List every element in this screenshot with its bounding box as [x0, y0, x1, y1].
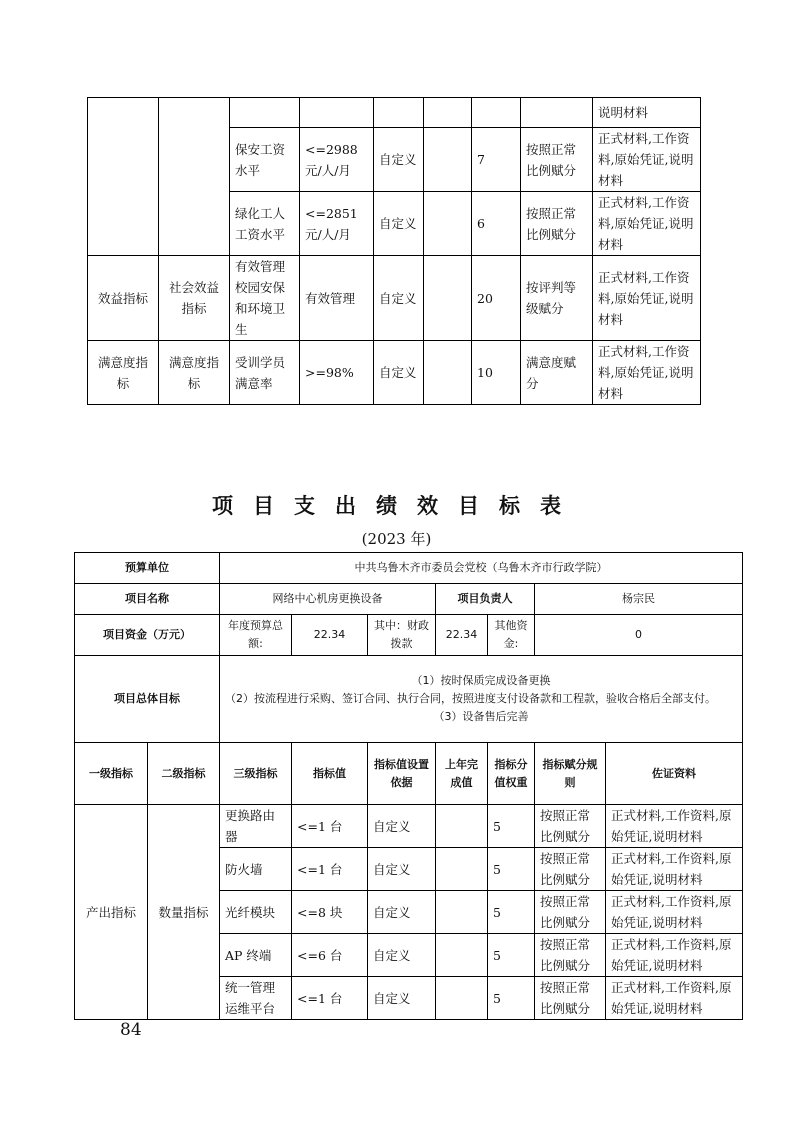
level1-cell: 满意度指标 — [88, 341, 159, 405]
value-cell: <=1 台 — [292, 977, 368, 1020]
header-evidence: 佐证资料 — [606, 743, 743, 805]
weight-cell: 7 — [472, 128, 521, 192]
level2-cell: 满意度指标 — [159, 341, 230, 405]
page-title: 项目支出绩效目标表 — [212, 494, 581, 518]
level3-cell: 有效管理校园安保和环境卫生 — [230, 256, 300, 341]
page-number: 84 — [120, 1020, 142, 1040]
header-rule: 指标赋分规则 — [535, 743, 606, 805]
evidence-cell: 说明材料 — [593, 98, 701, 128]
level3-cell: 光纤模块 — [220, 891, 292, 934]
level2-cell: 数量指标 — [148, 805, 220, 1020]
level3-cell: 统一管理运维平台 — [220, 977, 292, 1020]
goal-text — [220, 656, 743, 743]
header-weight: 指标分值权重 — [488, 743, 535, 805]
finance-label: 其中：财政拨款 — [368, 615, 436, 656]
goal-item: （2）按流程进行采购、签订合同、执行合同，按照进度支付设备款和工程款，验收合格后全部支付。 — [225, 692, 716, 705]
level3-cell: 受训学员满意率 — [230, 341, 300, 405]
evidence-cell: 正式材料,工作资料,原始凭证,说明材料 — [606, 891, 743, 934]
header-level1: 一级指标 — [75, 743, 148, 805]
table-row — [75, 743, 743, 805]
last-year-cell — [424, 192, 472, 256]
table-row — [75, 615, 743, 656]
evidence-cell: 正式材料,工作资料,原始凭证,说明材料 — [606, 848, 743, 891]
basis-cell: 自定义 — [368, 891, 436, 934]
value-cell: <=1 台 — [292, 805, 368, 848]
last-year-cell — [424, 128, 472, 192]
evidence-cell: 正式材料,工作资料,原始凭证,说明材料 — [606, 977, 743, 1020]
value-cell: <=2851 元/人/月 — [300, 192, 374, 256]
basis-cell: 自定义 — [374, 341, 424, 405]
other-funds-value: 0 — [535, 615, 743, 656]
level3-cell: 防火墙 — [220, 848, 292, 891]
unit-label: 预算单位 — [75, 553, 220, 584]
last-year-cell — [424, 256, 472, 341]
rule-cell: 按照正常比例赋分 — [521, 192, 593, 256]
last-year-cell — [436, 805, 488, 848]
rule-cell: 按照正常比例赋分 — [535, 848, 606, 891]
weight-cell: 10 — [472, 341, 521, 405]
value-cell: <=1 台 — [292, 848, 368, 891]
level2-cell: 社会效益指标 — [159, 256, 230, 341]
year-subtitle: (2023 年) — [361, 530, 432, 548]
level3-cell: 绿化工人工资水平 — [230, 192, 300, 256]
last-year-cell — [424, 341, 472, 405]
table-row — [88, 256, 701, 341]
table-row — [75, 805, 743, 848]
level1-cell: 效益指标 — [88, 256, 159, 341]
basis-cell: 自定义 — [368, 805, 436, 848]
last-year-cell — [436, 848, 488, 891]
owner-label: 项目负责人 — [436, 584, 535, 615]
value-cell: <=2988 元/人/月 — [300, 128, 374, 192]
table-row — [88, 341, 701, 405]
basis-cell: 自定义 — [374, 192, 424, 256]
project-name-label: 项目名称 — [75, 584, 220, 615]
last-year-cell — [436, 891, 488, 934]
evidence-cell: 正式材料,工作资料,原始凭证,说明材料 — [593, 341, 701, 405]
weight-cell: 5 — [488, 934, 535, 977]
fund-label: 项目资金（万元） — [75, 615, 220, 656]
table-row — [88, 98, 701, 128]
rule-cell: 按照正常比例赋分 — [535, 934, 606, 977]
header-value: 指标值 — [292, 743, 368, 805]
weight-cell: 6 — [472, 192, 521, 256]
evidence-cell: 正式材料,工作资料,原始凭证,说明材料 — [593, 128, 701, 192]
level3-cell: 保安工资水平 — [230, 128, 300, 192]
other-funds-label: 其他资金: — [488, 615, 535, 656]
header-last-year: 上年完成值 — [436, 743, 488, 805]
value-cell: >=98% — [300, 341, 374, 405]
level3-cell: 更换路由器 — [220, 805, 292, 848]
performance-target-table — [74, 552, 743, 1020]
annual-budget-value: 22.34 — [292, 615, 368, 656]
evidence-cell: 正式材料,工作资料,原始凭证,说明材料 — [593, 192, 701, 256]
rule-cell: 按照正常比例赋分 — [535, 891, 606, 934]
table-row — [75, 656, 743, 743]
basis-cell: 自定义 — [374, 128, 424, 192]
finance-value: 22.34 — [436, 615, 488, 656]
goal-item: （3）设备售后完善 — [433, 710, 529, 723]
evidence-cell: 正式材料,工作资料,原始凭证,说明材料 — [593, 256, 701, 341]
goal-item: （1）按时保质完成设备更换 — [411, 674, 551, 687]
header-level2: 二级指标 — [148, 743, 220, 805]
basis-cell: 自定义 — [368, 934, 436, 977]
header-basis: 指标值设置依据 — [368, 743, 436, 805]
table-row — [75, 553, 743, 584]
rule-cell: 按照正常比例赋分 — [535, 805, 606, 848]
value-cell: <=6 台 — [292, 934, 368, 977]
continued-indicator-table — [87, 97, 701, 405]
annual-budget-label: 年度预算总额: — [220, 615, 292, 656]
weight-cell: 5 — [488, 805, 535, 848]
level3-cell: AP 终端 — [220, 934, 292, 977]
basis-cell: 自定义 — [368, 848, 436, 891]
goal-label: 项目总体目标 — [75, 656, 220, 743]
value-cell: 有效管理 — [300, 256, 374, 341]
rule-cell: 按照正常比例赋分 — [521, 128, 593, 192]
table-row — [75, 584, 743, 615]
value-cell: <=8 块 — [292, 891, 368, 934]
basis-cell: 自定义 — [374, 256, 424, 341]
last-year-cell — [436, 934, 488, 977]
rule-cell: 按照正常比例赋分 — [535, 977, 606, 1020]
level2-cell — [159, 98, 230, 256]
unit-value: 中共乌鲁木齐市委员会党校（乌鲁木齐市行政学院） — [220, 553, 743, 584]
weight-cell: 20 — [472, 256, 521, 341]
weight-cell: 5 — [488, 891, 535, 934]
basis-cell: 自定义 — [368, 977, 436, 1020]
last-year-cell — [436, 977, 488, 1020]
rule-cell: 满意度赋分 — [521, 341, 593, 405]
weight-cell: 5 — [488, 977, 535, 1020]
owner-value: 杨宗民 — [535, 584, 743, 615]
weight-cell: 5 — [488, 848, 535, 891]
evidence-cell: 正式材料,工作资料,原始凭证,说明材料 — [606, 934, 743, 977]
evidence-cell: 正式材料,工作资料,原始凭证,说明材料 — [606, 805, 743, 848]
project-name-value: 网络中心机房更换设备 — [220, 584, 436, 615]
rule-cell: 按评判等级赋分 — [521, 256, 593, 341]
header-level3: 三级指标 — [220, 743, 292, 805]
level1-cell — [88, 98, 159, 256]
level1-cell: 产出指标 — [75, 805, 148, 1020]
